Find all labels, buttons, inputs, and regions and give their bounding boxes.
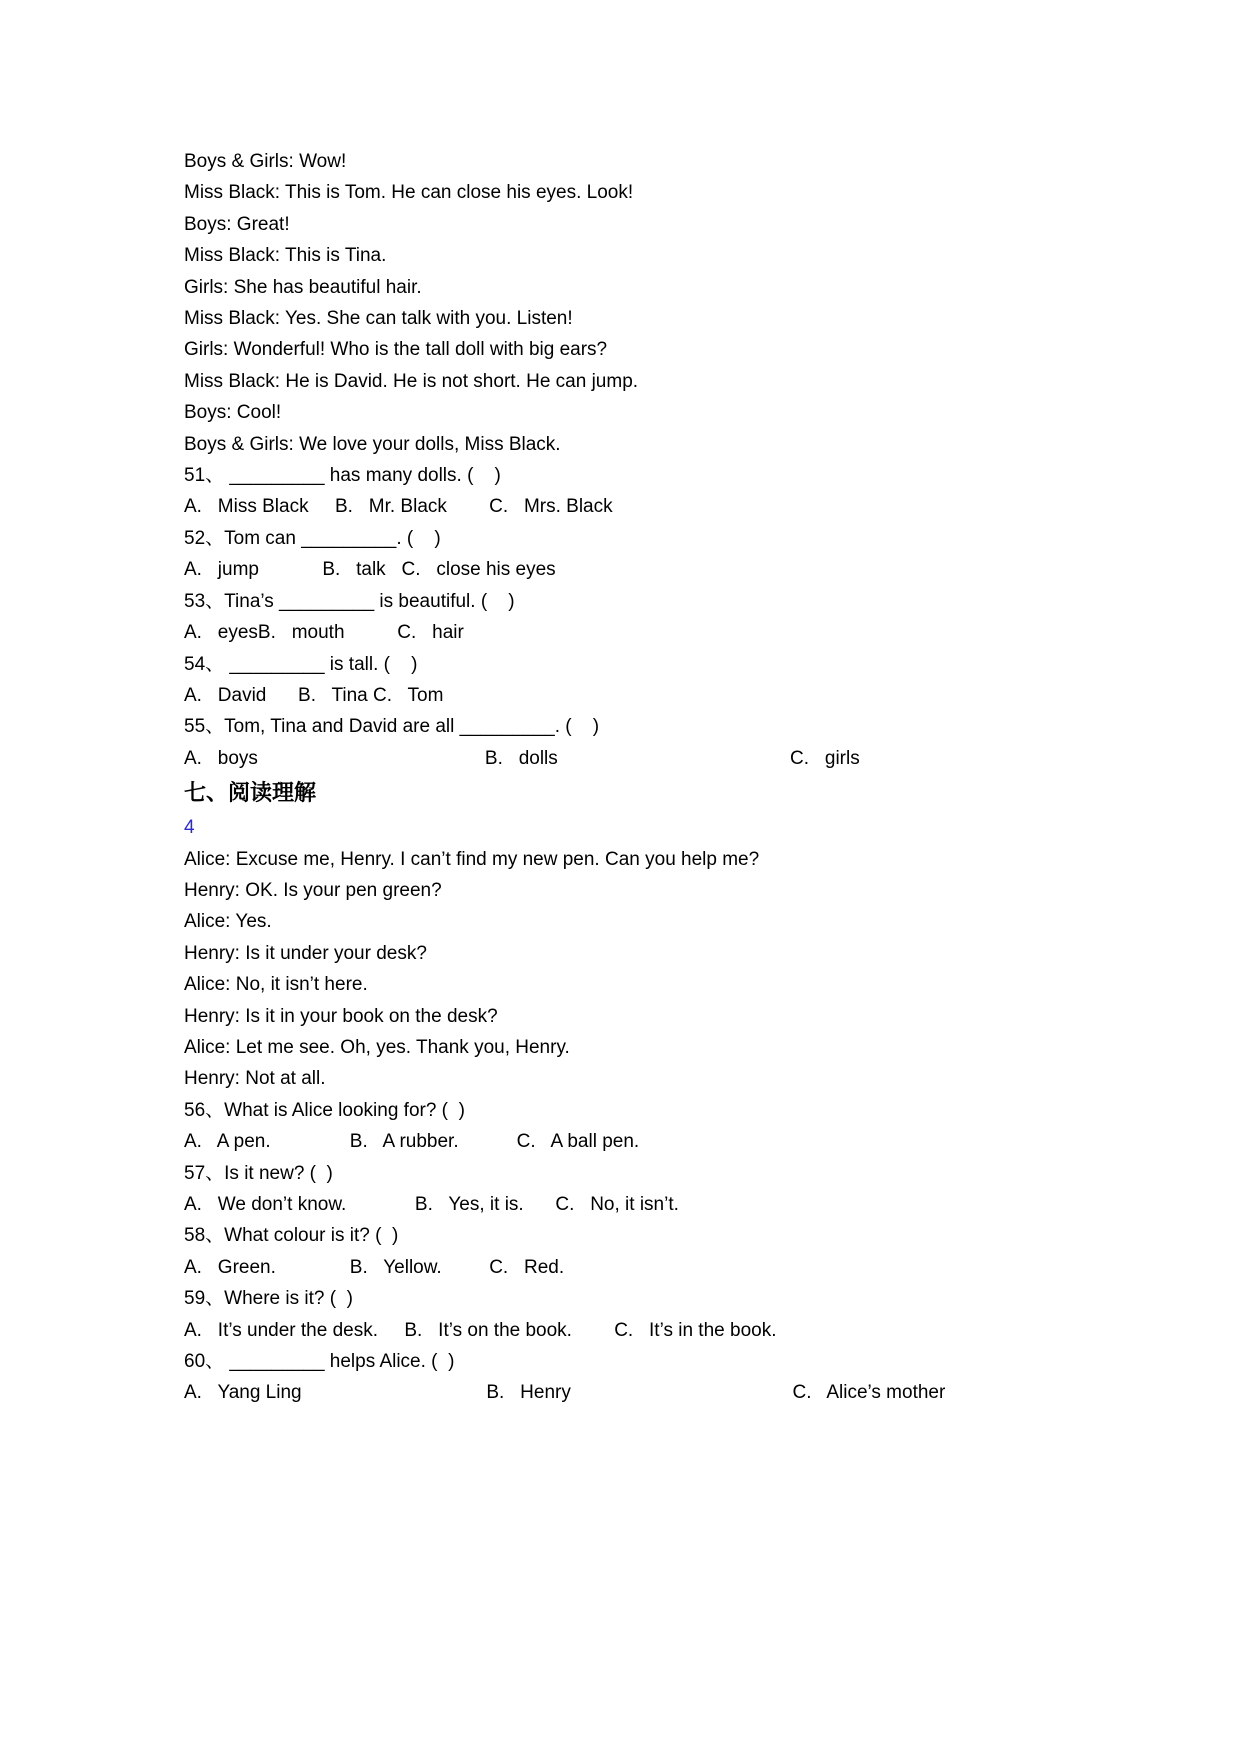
dialogue-line: Miss Black: Yes. She can talk with you. Listen!: [184, 308, 573, 330]
dialogue-line: Henry: Not at all.: [184, 1068, 326, 1090]
dialogue-line: Henry: OK. Is your pen green?: [184, 879, 442, 901]
question-prompt: 60、 _________ helps Alice. ( ): [184, 1351, 455, 1373]
question-options: A. eyesB. mouth C. hair: [184, 622, 464, 644]
dialogue-line: Miss Black: He is David. He is not short. He can jump.: [184, 370, 639, 392]
dialogue-line: Alice: Yes.: [184, 911, 272, 933]
dialogue-line: Boys & Girls: We love your dolls, Miss Black.: [184, 433, 561, 455]
question-prompt: 53、Tina’s _________ is beautiful. ( ): [184, 590, 515, 612]
dialogue-1: [184, 146, 1181, 460]
question-prompt: 54、 _________ is tall. ( ): [184, 653, 418, 675]
question-prompt: 51、 _________ has many dolls. ( ): [184, 465, 501, 487]
dialogue-line: Miss Black: This is Tina.: [184, 245, 387, 267]
questions-56-60: [184, 1095, 1181, 1409]
question-options: A. David B. Tina C. Tom: [184, 684, 444, 706]
question-options: A. jump B. talk C. close his eyes: [184, 559, 556, 581]
question-options: A. Miss Black B. Mr. Black C. Mrs. Black: [184, 496, 613, 518]
dialogue-line: Girls: She has beautiful hair.: [184, 276, 422, 298]
question-prompt: 59、Where is it? ( ): [184, 1288, 353, 1310]
dialogue-line: Boys & Girls: Wow!: [184, 151, 347, 172]
question-prompt: 52、Tom can _________. ( ): [184, 527, 441, 549]
section-heading: 七、阅读理解: [184, 780, 317, 806]
question-prompt: 58、What colour is it? ( ): [184, 1225, 399, 1247]
question-prompt: 55、Tom, Tina and David are all _________. ( ): [184, 716, 600, 738]
dialogue-line: Boys: Cool!: [184, 402, 282, 424]
reading-passage-2: [184, 844, 1181, 1409]
question-options: A. It’s under the desk. B. It’s on the book. C. It’s in the book.: [184, 1319, 777, 1341]
question-prompt: 56、What is Alice looking for? ( ): [184, 1099, 465, 1121]
question-options: A. boys B. dolls C. girls: [184, 747, 860, 769]
reading-passage-1: [184, 146, 1181, 774]
dialogue-line: Alice: Let me see. Oh, yes. Thank you, Henry.: [184, 1036, 570, 1058]
question-options: A. Yang Ling B. Henry C. Alice’s mother: [184, 1382, 946, 1404]
dialogue-line: Boys: Great!: [184, 213, 290, 235]
dialogue-line: Henry: Is it in your book on the desk?: [184, 1005, 498, 1027]
passage-number: 4: [184, 817, 195, 839]
question-options: A. Green. B. Yellow. C. Red.: [184, 1256, 565, 1278]
dialogue-line: Alice: Excuse me, Henry. I can’t find my new pen. Can you help me?: [184, 848, 760, 870]
questions-51-55: [184, 460, 1181, 774]
dialogue-line: Alice: No, it isn’t here.: [184, 974, 368, 996]
dialogue-line: Miss Black: This is Tom. He can close his eyes. Look!: [184, 182, 634, 204]
question-options: A. A pen. B. A rubber. C. A ball pen.: [184, 1131, 640, 1153]
dialogue-2: [184, 844, 1181, 1095]
question-options: A. We don’t know. B. Yes, it is. C. No, it isn’t.: [184, 1194, 679, 1215]
dialogue-line: Girls: Wonderful! Who is the tall doll with big ears?: [184, 339, 608, 361]
question-prompt: 57、Is it new? ( ): [184, 1162, 333, 1184]
dialogue-line: Henry: Is it under your desk?: [184, 942, 427, 964]
